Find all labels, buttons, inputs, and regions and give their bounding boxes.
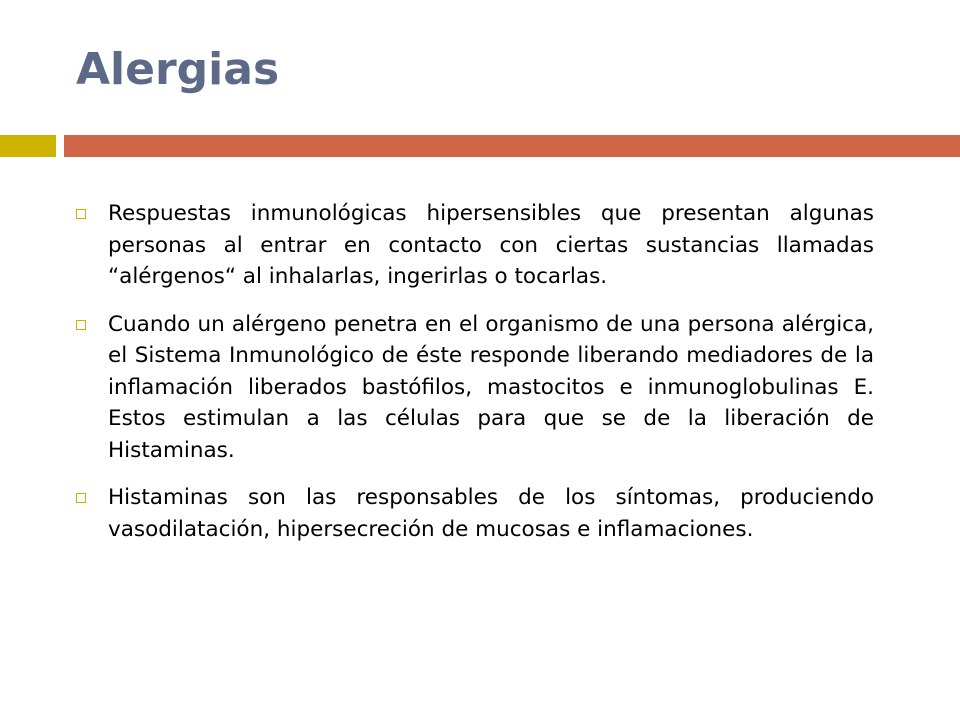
- bullet-item: [74, 198, 874, 293]
- hollow-square-bullet-icon: [76, 320, 86, 330]
- title-accent-bar-right: [64, 135, 960, 157]
- bullet-text: Histaminas son las responsables de los síntomas, produciendo vasodilatación, hipersecreción de mucosas e inflamaciones.: [108, 485, 874, 542]
- bullet-item: [74, 482, 874, 545]
- title-accent-bar-left: [0, 135, 56, 157]
- hollow-square-bullet-icon: [76, 493, 86, 503]
- bullet-item: [74, 309, 874, 467]
- bullet-text: Cuando un alérgeno penetra en el organismo de una persona alérgica, el Sistema Inmunológico de éste responde liberando mediadores de la inflamación liberados bastófilos, mastocitos e inmunoglobulinas E. Estos estimulan a las células para que se de la liberación de Histaminas.: [108, 311, 874, 463]
- bullet-text: Respuestas inmunológicas hipersensibles que presentan algunas personas al entrar en contacto con ciertas sustancias llamadas “alérgenos“ al inhalarlas, ingerirlas o tocarlas.: [108, 201, 874, 289]
- bullet-list: [74, 198, 874, 561]
- hollow-square-bullet-icon: [76, 209, 86, 219]
- slide-title: Alergias: [76, 44, 280, 95]
